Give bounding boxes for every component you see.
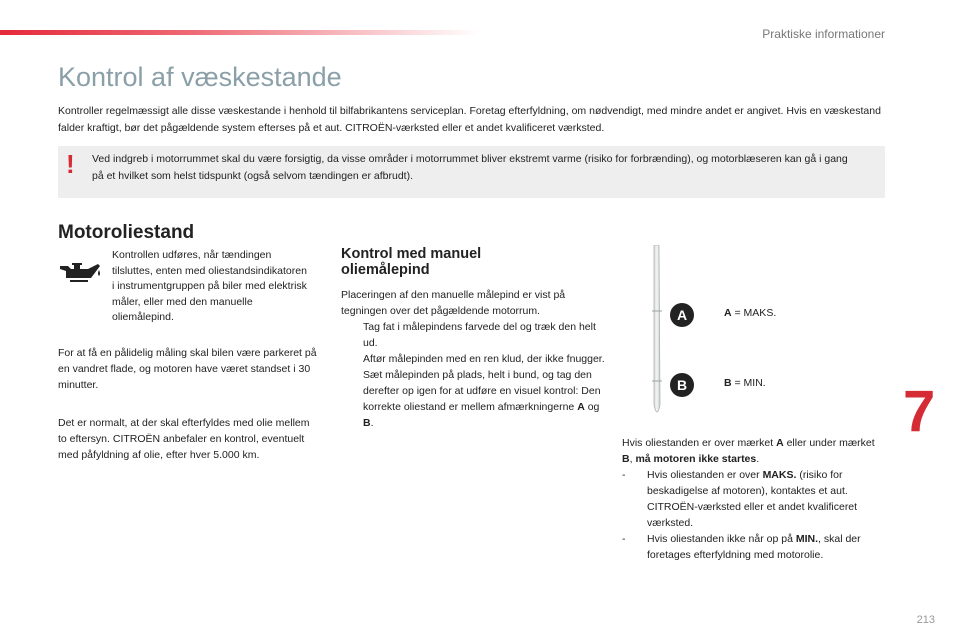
- do-not-start-warning: må motoren ikke startes: [635, 453, 757, 465]
- list-item: [622, 531, 884, 563]
- list-item: [341, 319, 606, 351]
- oil-level-para-3: Det er normalt, at der skal efterfyldes med olie mellem to eftersyn. CITROËN anbefaler en kontrol, eventuelt med påfyldning af olie, efter hver 5.000 km.: [58, 417, 310, 461]
- list-item: [341, 367, 606, 431]
- text-span: (risiko for beskadigelse af motoren), kontaktes et aut. CITROËN-værksted eller et andet kvalificeret værksted.: [647, 469, 858, 529]
- min-label: [724, 377, 766, 389]
- warning-text: Ved indgreb i motorrummet skal du være forsigtig, da visse områder i motorrummet bliver ekstremt varme (risiko for forbrænding), og motorblæseren kan gå i gang på et hvilket som helst tidspunkt (også selvom tændingen er afbrudt).: [92, 153, 848, 182]
- oil-level-para-1: Kontrollen udføres, når tændingen tilsluttes, enten med oliestandsindikatoren i instrumentgruppen på biler med elektrisk måler, eller med den manuelle oliemålepind.: [112, 249, 307, 323]
- subsection-title-manual-check: Kontrol med manuel oliemålepind: [341, 246, 482, 278]
- text-span: .: [756, 453, 760, 465]
- dipstick-illustration: [646, 245, 668, 421]
- mark-a-ref: A: [577, 401, 585, 413]
- step-text: Tag fat i målepindens farvede del og træk den helt ud.: [363, 321, 596, 349]
- manual-check-intro: Placeringen af den manuelle målepind er vist på tegningen over det pågældende motorrum.: [341, 289, 566, 317]
- mark-b-badge: B: [670, 373, 694, 397]
- text-span: Hvis oliestanden er over: [647, 469, 763, 481]
- dash-bullet: -: [622, 469, 626, 481]
- page-title: Kontrol af væskestande: [58, 62, 342, 92]
- min-text: = MIN.: [731, 377, 766, 389]
- text-span: , skal der foretages efterfyldning med motorolie.: [647, 533, 861, 561]
- warning-icon: !: [66, 149, 75, 179]
- max-label: [724, 307, 776, 319]
- section-title-oil-level: Motoroliestand: [58, 222, 195, 243]
- list-item: [622, 467, 884, 531]
- section-label: Praktiske informationer: [762, 27, 885, 41]
- list-item: [341, 351, 606, 367]
- header-accent-bar: [0, 30, 480, 35]
- min-key: B: [724, 377, 732, 389]
- max-ref: MAKS.: [762, 469, 797, 481]
- manual-check-steps: [341, 319, 606, 431]
- text-span: eller under mærket: [783, 437, 875, 449]
- max-text: = MAKS.: [731, 307, 777, 319]
- mark-b-ref: B: [622, 453, 630, 465]
- mark-a-badge: A: [670, 303, 694, 327]
- page-number: 213: [916, 614, 935, 626]
- step-text-end: .: [370, 417, 374, 429]
- text-span: Hvis oliestanden ikke når op på: [647, 533, 796, 545]
- warning-box: [58, 146, 885, 198]
- level-info-intro: [622, 435, 884, 467]
- min-ref: MIN.: [795, 533, 819, 545]
- oil-level-para-2: For at få en pålidelig måling skal bilen være parkeret på en vandret flade, og motoren have været standset i 30 minutter.: [58, 347, 317, 391]
- oil-can-icon: [58, 256, 102, 286]
- dash-bullet: -: [622, 533, 626, 545]
- chapter-number: 7: [903, 379, 936, 444]
- step-text: Sæt målepinden på plads, helt i bund, og tag den derefter op igen for at udføre en visuel kontrol: Den korrekte oliestand er mellem afmærkningerne: [363, 369, 601, 413]
- oil-level-warning-info: [622, 435, 884, 563]
- mark-b-ref: B: [363, 417, 371, 429]
- text-span: Hvis oliestanden er over mærket: [622, 437, 777, 449]
- step-text-join: og: [584, 401, 600, 413]
- text-span: ,: [629, 453, 636, 465]
- step-text: Aftør målepinden med en ren klud, der ikke fnugger.: [363, 353, 605, 365]
- max-key: A: [724, 307, 732, 319]
- intro-text: Kontroller regelmæssigt alle disse væskestande i henhold til bilfabrikantens serviceplan. Foretag efterfyldning, om nødvendigt, med mindre andet er angivet. Hvis en væskestand falder kraftigt, bør det pågældende system efterses på et aut. CITROËN-værksted eller et andet kvalificeret værksted.: [58, 105, 881, 134]
- mark-a-ref: A: [776, 437, 784, 449]
